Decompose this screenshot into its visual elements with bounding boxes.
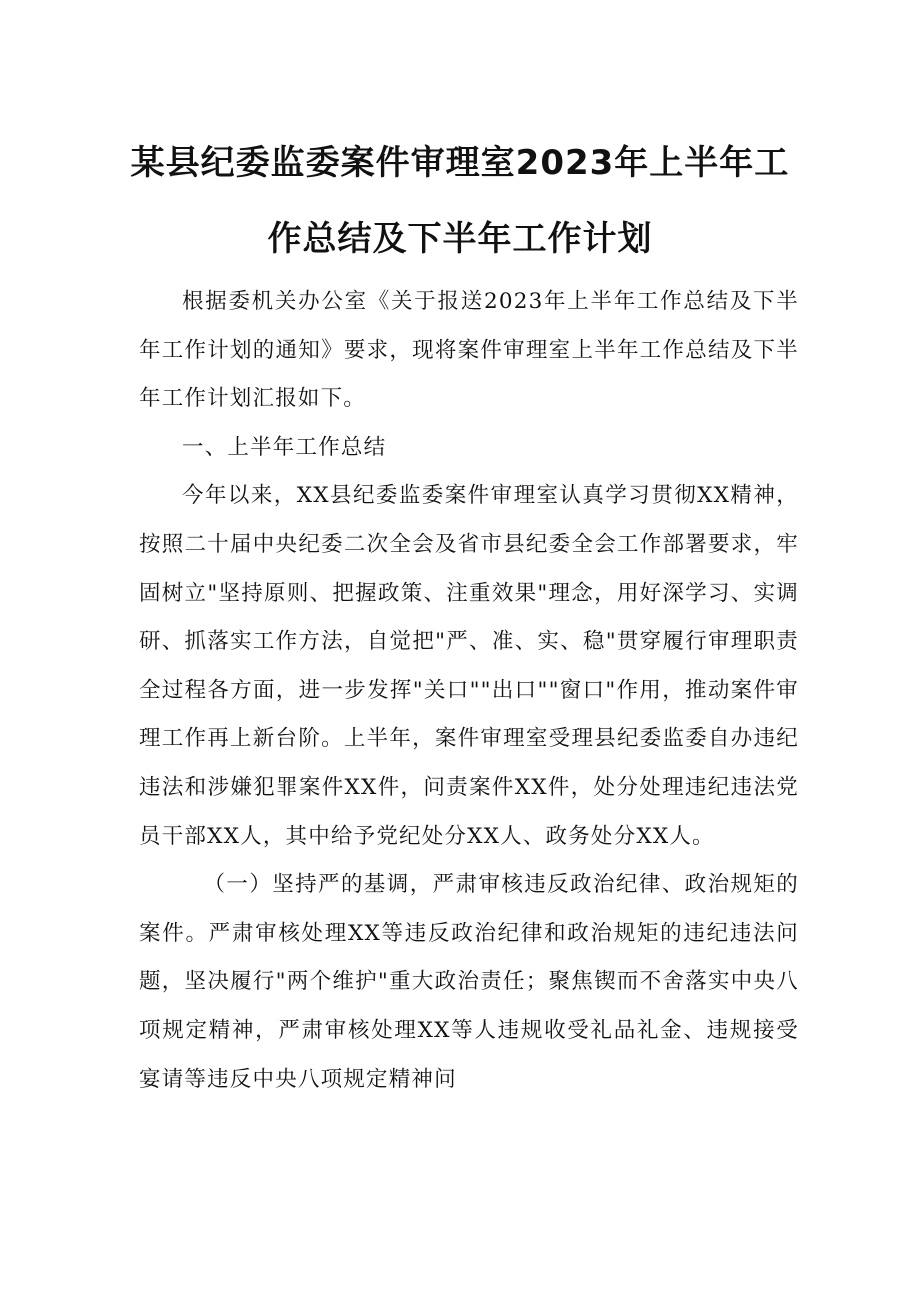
document-title-line-2: 作总结及下半年工作计划 bbox=[267, 219, 653, 259]
summary-paragraph: 今年以来，XX县纪委监委案件审理室认真学习贯彻XX精神，按照二十届中央纪委二次全会及省市县纪委全会工作部署要求，牢固树立"坚持原则、把握政策、注重效果"理念，用好深学习、实调研、抓落实工作方法，自觉把"严、准、实、稳"贯穿履行审理职责全过程各方面，进一步发挥"关口""出口""窗口"作用，推动案件审理工作再上新台阶。上半年，案件审理室受理县纪委监委自办违纪违法和涉嫌犯罪案件XX件，问责案件XX件，处分处理违纪违法党员干部XX人，其中给予党纪处分XX人、政务处分XX人。 bbox=[139, 483, 799, 849]
intro-paragraph: 根据委机关办公室《关于报送2023年上半年工作总结及下半年工作计划的通知》要求，现将案件审理室上半年工作总结及下半年工作计划汇报如下。 bbox=[139, 289, 799, 412]
section-heading-first-half-summary: 一、上半年工作总结 bbox=[182, 434, 387, 460]
document-title-line-1: 某县纪委监委案件审理室2023年上半年工 bbox=[130, 143, 790, 183]
subsection-1-paragraph: （一）坚持严的基调，严肃审核违反政治纪律、政治规矩的案件。严肃审核处理XX等违反政治纪律和政治规矩的违纪违法问题，坚决履行"两个维护"重大政治责任；聚焦锲而不舍落实中央八项规定精神，严肃审核处理XX等人违规收受礼品礼金、违规接受宴请等违反中央八项规定精神问 bbox=[139, 872, 799, 1092]
document-body bbox=[139, 278, 799, 1104]
